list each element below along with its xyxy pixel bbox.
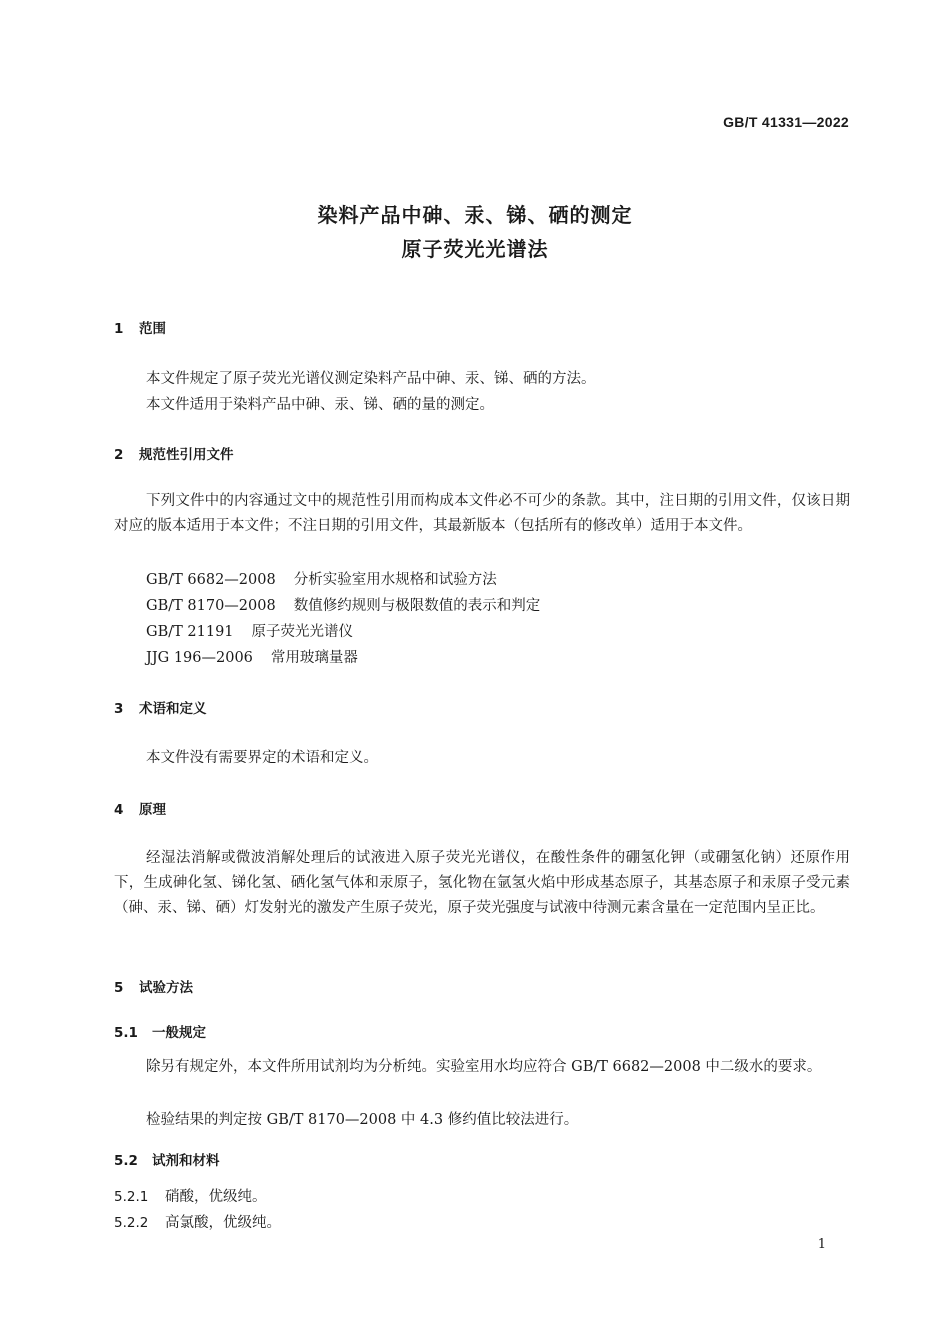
reference-item bbox=[146, 594, 540, 615]
reference-title: 常用玻璃量器 bbox=[270, 650, 358, 666]
section-title: 原理 bbox=[139, 802, 166, 818]
section-title: 范围 bbox=[139, 321, 166, 337]
reference-item bbox=[146, 620, 353, 641]
section-number: 4 bbox=[114, 802, 124, 818]
paragraph: 本文件规定了原子荧光光谱仪测定染料产品中砷、汞、锑、硒的方法。 bbox=[146, 371, 596, 387]
section-number: 5 bbox=[114, 980, 124, 996]
reference-code: GB/T 6682—2008 bbox=[146, 572, 276, 588]
item-text: 硝酸，优级纯。 bbox=[165, 1189, 267, 1205]
section-title: 术语和定义 bbox=[139, 701, 207, 717]
reagent-item bbox=[114, 1211, 281, 1232]
section-number: 5.2 bbox=[114, 1153, 138, 1169]
section-title: 试验方法 bbox=[139, 980, 193, 996]
paragraph: 经湿法消解或微波消解处理后的试液进入原子荧光光谱仪，在酸性条件的硼氢化钾（或硼氢化钠）还原作用下，生成砷化氢、锑化氢、硒化氢气体和汞原子，氢化物在氩氢火焰中形成基态原子，其基态原子和汞原子受元素（砷、汞、锑、硒）灯发射光的激发产生原子荧光，原子荧光强度与试液中待测元素含量在一定范围内呈正比。 bbox=[114, 850, 850, 916]
standard-code: GB/T 41331—2022 bbox=[723, 114, 849, 130]
reference-code: GB/T 8170—2008 bbox=[146, 598, 276, 614]
document-title-line2: 原子荧光光谱法 bbox=[401, 237, 549, 261]
reference-title: 分析实验室用水规格和试验方法 bbox=[293, 572, 497, 588]
section-heading-terms bbox=[114, 697, 207, 717]
paragraph: 本文件适用于染料产品中砷、汞、锑、硒的量的测定。 bbox=[146, 397, 494, 413]
reference-code: JJG 196—2006 bbox=[146, 650, 253, 666]
item-number: 5.2.2 bbox=[114, 1215, 149, 1231]
paragraph: 下列文件中的内容通过文中的规范性引用而构成本文件必不可少的条款。其中，注日期的引用文件，仅该日期对应的版本适用于本文件；不注日期的引用文件，其最新版本（包括所有的修改单）适用于本文件。 bbox=[114, 493, 850, 534]
section-heading-principle bbox=[114, 798, 166, 818]
item-text: 高氯酸，优级纯。 bbox=[165, 1215, 281, 1231]
section-title: 一般规定 bbox=[152, 1025, 206, 1041]
section-number: 3 bbox=[114, 701, 124, 717]
section-title: 试剂和材料 bbox=[152, 1153, 220, 1169]
subsection-heading-general bbox=[114, 1021, 206, 1041]
reagent-item bbox=[114, 1185, 267, 1206]
section-heading-test-method bbox=[114, 976, 193, 996]
item-number: 5.2.1 bbox=[114, 1189, 149, 1205]
paragraph: 检验结果的判定按 GB/T 8170—2008 中 4.3 修约值比较法进行。 bbox=[146, 1112, 579, 1128]
document-title-line1: 染料产品中砷、汞、锑、硒的测定 bbox=[317, 203, 633, 227]
section-heading-scope bbox=[114, 317, 166, 337]
paragraph: 本文件没有需要界定的术语和定义。 bbox=[146, 750, 378, 766]
section-number: 5.1 bbox=[114, 1025, 138, 1041]
paragraph: 除另有规定外，本文件所用试剂均为分析纯。实验室用水均应符合 GB/T 6682—2008 中二级水的要求。 bbox=[146, 1059, 822, 1075]
reference-title: 数值修约规则与极限数值的表示和判定 bbox=[293, 598, 541, 614]
subsection-heading-reagents bbox=[114, 1149, 220, 1169]
section-number: 1 bbox=[114, 321, 124, 337]
reference-title: 原子荧光光谱仪 bbox=[251, 624, 354, 640]
reference-code: GB/T 21191 bbox=[146, 624, 234, 640]
reference-item bbox=[146, 568, 497, 589]
page-number: 1 bbox=[817, 1237, 826, 1252]
section-heading-normative-references bbox=[114, 443, 234, 463]
reference-item bbox=[146, 646, 358, 667]
section-number: 2 bbox=[114, 447, 124, 463]
section-title: 规范性引用文件 bbox=[139, 447, 234, 463]
